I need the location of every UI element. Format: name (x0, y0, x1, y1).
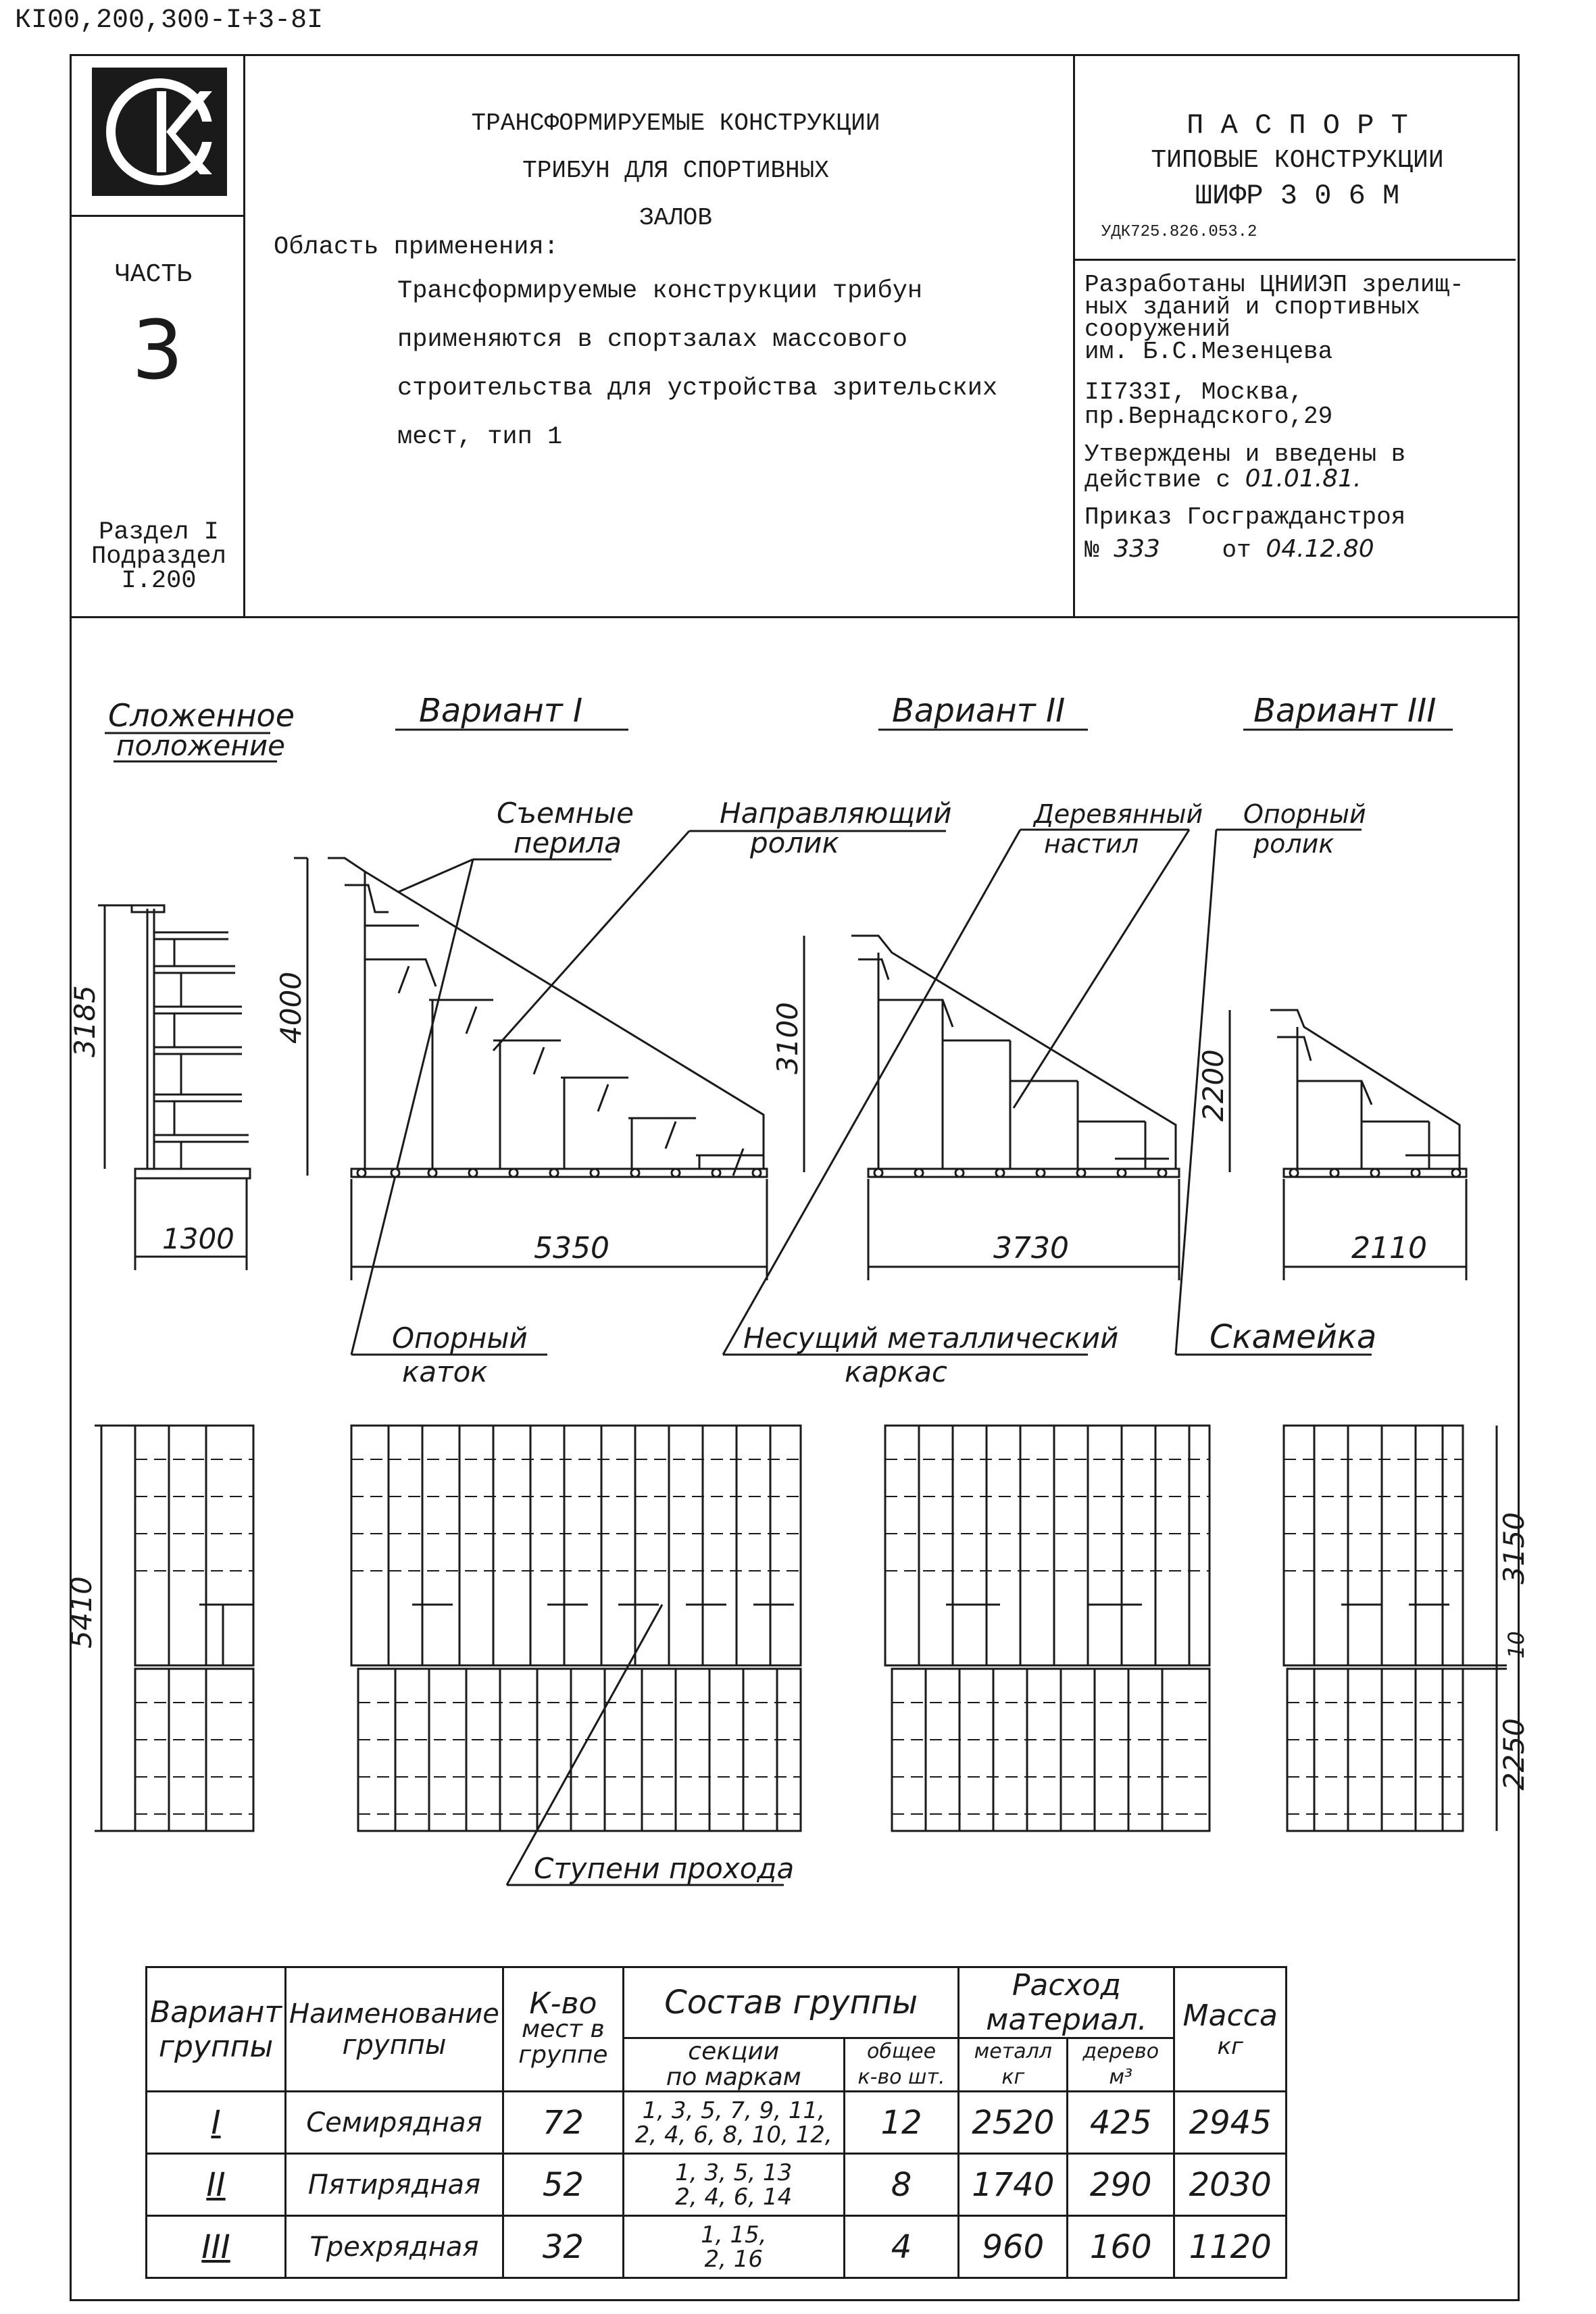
developer-line: им. Б.С.Мезенцева (1084, 338, 1333, 366)
callout-frame: каркас (845, 1355, 947, 1388)
materials-table (145, 1966, 1287, 2279)
folded-stand (68, 905, 250, 1270)
section-line: 1, 15, (701, 2221, 767, 2248)
folded-label: положение (116, 729, 285, 762)
header-text: кг (1001, 2065, 1025, 2089)
dim-folded-height: 3185 (68, 985, 101, 1057)
variant-3-stand (1197, 1010, 1466, 1280)
cell-metal: 1740 (959, 2154, 1068, 2216)
scope-line: применяются в спортзалах массового (397, 326, 907, 354)
cell-variant: II (147, 2154, 286, 2216)
dim-v1-height: 4000 (274, 972, 307, 1044)
col-seats-header (503, 1967, 623, 2092)
header-text: секции (688, 2038, 780, 2065)
dim-folded-width: 1300 (162, 1222, 234, 1255)
cell-total: 4 (844, 2216, 959, 2278)
scope-heading: Область применения: (274, 233, 559, 261)
header-text: Наименование (289, 1998, 499, 2030)
cell-mass: 2945 (1174, 2092, 1287, 2154)
scope-line: строительства для устройства зрительских (397, 374, 998, 403)
col-variant-header (147, 1967, 286, 2092)
header-text: группе (518, 2040, 608, 2069)
col-mass-header (1174, 1967, 1287, 2092)
address-line: пр.Вернадского,29 (1084, 403, 1333, 430)
variant-1-stand (274, 858, 767, 1280)
approval-line: Утверждены и введены в (1084, 441, 1406, 468)
dim-plan-total: 5410 (65, 1576, 98, 1649)
header-text: группы (342, 2029, 447, 2061)
callout-support-roller: ролик (1253, 829, 1335, 859)
developer-line: ных зданий и спортивных (1084, 293, 1420, 321)
callout-bench: Скамейка (1210, 1318, 1377, 1356)
dim-plan-gap: 10 (1503, 1631, 1529, 1659)
cell-mass: 2030 (1174, 2154, 1287, 2216)
order-number: 333 (1114, 535, 1160, 563)
document-code: КI00,200,300-I+3-8I (15, 5, 324, 36)
variant-1-label: Вариант I (419, 692, 583, 730)
part-number: 3 (132, 304, 184, 398)
header-text: дерево (1082, 2040, 1159, 2063)
callout-aisle-steps: Ступени прохода (534, 1852, 795, 1885)
header-text: м³ (1109, 2065, 1133, 2089)
cell-total: 8 (844, 2154, 959, 2216)
cell-variant: I (147, 2092, 286, 2154)
passport-cipher: ШИФР 3 0 6 М (1195, 180, 1400, 212)
developer-line: Разработаны ЦНИИЭП зрелищ- (1084, 271, 1464, 299)
cell-seats: 72 (503, 2092, 623, 2154)
section-line: 1, 3, 5, 7, 9, 11, (642, 2096, 825, 2124)
variant-2-label: Вариант II (892, 692, 1066, 730)
dim-v2-height: 3100 (771, 1002, 804, 1074)
order-number-label: № (1084, 536, 1099, 564)
callout-rails: Съемные (497, 797, 634, 830)
header-text: К-во (529, 1986, 597, 2021)
title-line: ТРАНСФОРМИРУЕМЫЕ КОНСТРУКЦИИ (471, 109, 880, 137)
section-line: Раздел I (99, 518, 219, 547)
subsection-label: Подраздел (91, 543, 226, 571)
folded-label: Сложенное (108, 697, 295, 734)
variant-2-stand (771, 936, 1179, 1280)
header-text: мест в (522, 2015, 605, 2043)
callout-support-roller: Опорный (1243, 799, 1366, 829)
callout-wood-deck: Деревянный (1034, 799, 1203, 829)
col-name-header (286, 1967, 503, 2092)
callout-guide-roller: ролик (750, 826, 839, 859)
cell-metal: 960 (959, 2216, 1068, 2278)
order-date: 04.12.80 (1266, 535, 1374, 563)
header-text: к-во шт. (857, 2065, 945, 2089)
callout-frame: Несущий металлический (743, 1322, 1119, 1355)
col-sections-header (623, 2038, 844, 2092)
callout-skate: каток (402, 1355, 488, 1388)
variant-3-label: Вариант III (1253, 692, 1437, 730)
callout-rails: перила (514, 826, 622, 859)
cell-sections (623, 2216, 844, 2278)
callout-skate: Опорный (392, 1322, 528, 1355)
title-line: ЗАЛОВ (639, 204, 713, 232)
table-row (147, 2216, 1287, 2278)
scope-line: Трансформируемые конструкции трибун (397, 277, 923, 305)
callout-wood-deck: настил (1044, 829, 1139, 859)
order-date-label: от (1222, 536, 1251, 564)
developer-line: сооружений (1084, 316, 1231, 343)
udk-code: УДК725.826.053.2 (1101, 223, 1257, 241)
approval-line: действие с (1084, 466, 1231, 494)
cell-variant: III (147, 2216, 286, 2278)
table-row (147, 2154, 1287, 2216)
header-text: металл (974, 2040, 1052, 2063)
passport-subtitle: ТИПОВЫЕ КОНСТРУКЦИИ (1151, 146, 1444, 175)
header-text: Масса (1182, 1998, 1278, 2033)
col-total-header (844, 2038, 959, 2092)
section-line: 2, 16 (704, 2245, 764, 2273)
cell-name: Семирядная (286, 2092, 503, 2154)
cell-mass: 1120 (1174, 2216, 1287, 2278)
passport-title: П А С П О Р Т (1187, 109, 1408, 142)
header-text: Вариант (150, 1994, 282, 2030)
cell-wood: 160 (1068, 2216, 1174, 2278)
dim-v3-height: 2200 (1197, 1049, 1230, 1122)
section-line: 1, 3, 5, 13 (675, 2159, 793, 2186)
header-text: по маркам (666, 2063, 801, 2091)
cell-name: Пятирядная (286, 2154, 503, 2216)
cell-wood: 425 (1068, 2092, 1174, 2154)
plan-views (65, 1426, 1530, 1831)
col-metal-header (959, 2038, 1068, 2092)
dim-v1-width: 5350 (534, 1231, 609, 1265)
callout-guide-roller: Направляющий (720, 797, 952, 830)
order-line: Приказ Госгражданстроя (1084, 503, 1406, 531)
approval-date: 01.01.81. (1245, 465, 1362, 493)
material-header: Расход материал. (959, 1967, 1174, 2038)
cell-name: Трехрядная (286, 2216, 503, 2278)
cell-seats: 32 (503, 2216, 623, 2278)
cell-wood: 290 (1068, 2154, 1174, 2216)
dim-v3-width: 2110 (1351, 1231, 1427, 1265)
title-line: ТРИБУН ДЛЯ СПОРТИВНЫХ (522, 157, 829, 184)
address-line: II733I, Москва, (1084, 378, 1304, 406)
col-wood-header (1068, 2038, 1174, 2092)
header-text: группы (158, 2029, 274, 2064)
cell-sections (623, 2092, 844, 2154)
header-text: общее (867, 2040, 937, 2063)
section-line: 2, 4, 6, 14 (675, 2183, 793, 2211)
header-text: кг (1217, 2033, 1243, 2060)
cell-metal: 2520 (959, 2092, 1068, 2154)
composition-header: Состав группы (623, 1967, 959, 2038)
cell-seats: 52 (503, 2154, 623, 2216)
table-row (147, 2092, 1287, 2154)
dim-plan-bottom: 2250 (1497, 1718, 1530, 1790)
dim-v2-width: 3730 (993, 1231, 1069, 1265)
cell-total: 12 (844, 2092, 959, 2154)
section-line: 2, 4, 6, 8, 10, 12, (634, 2121, 832, 2148)
part-label: ЧАСТЬ (115, 260, 193, 289)
cell-sections (623, 2154, 844, 2216)
scope-line: мест, тип 1 (397, 423, 563, 451)
dim-plan-top: 3150 (1497, 1512, 1530, 1584)
subsection-number: I.200 (121, 567, 197, 595)
